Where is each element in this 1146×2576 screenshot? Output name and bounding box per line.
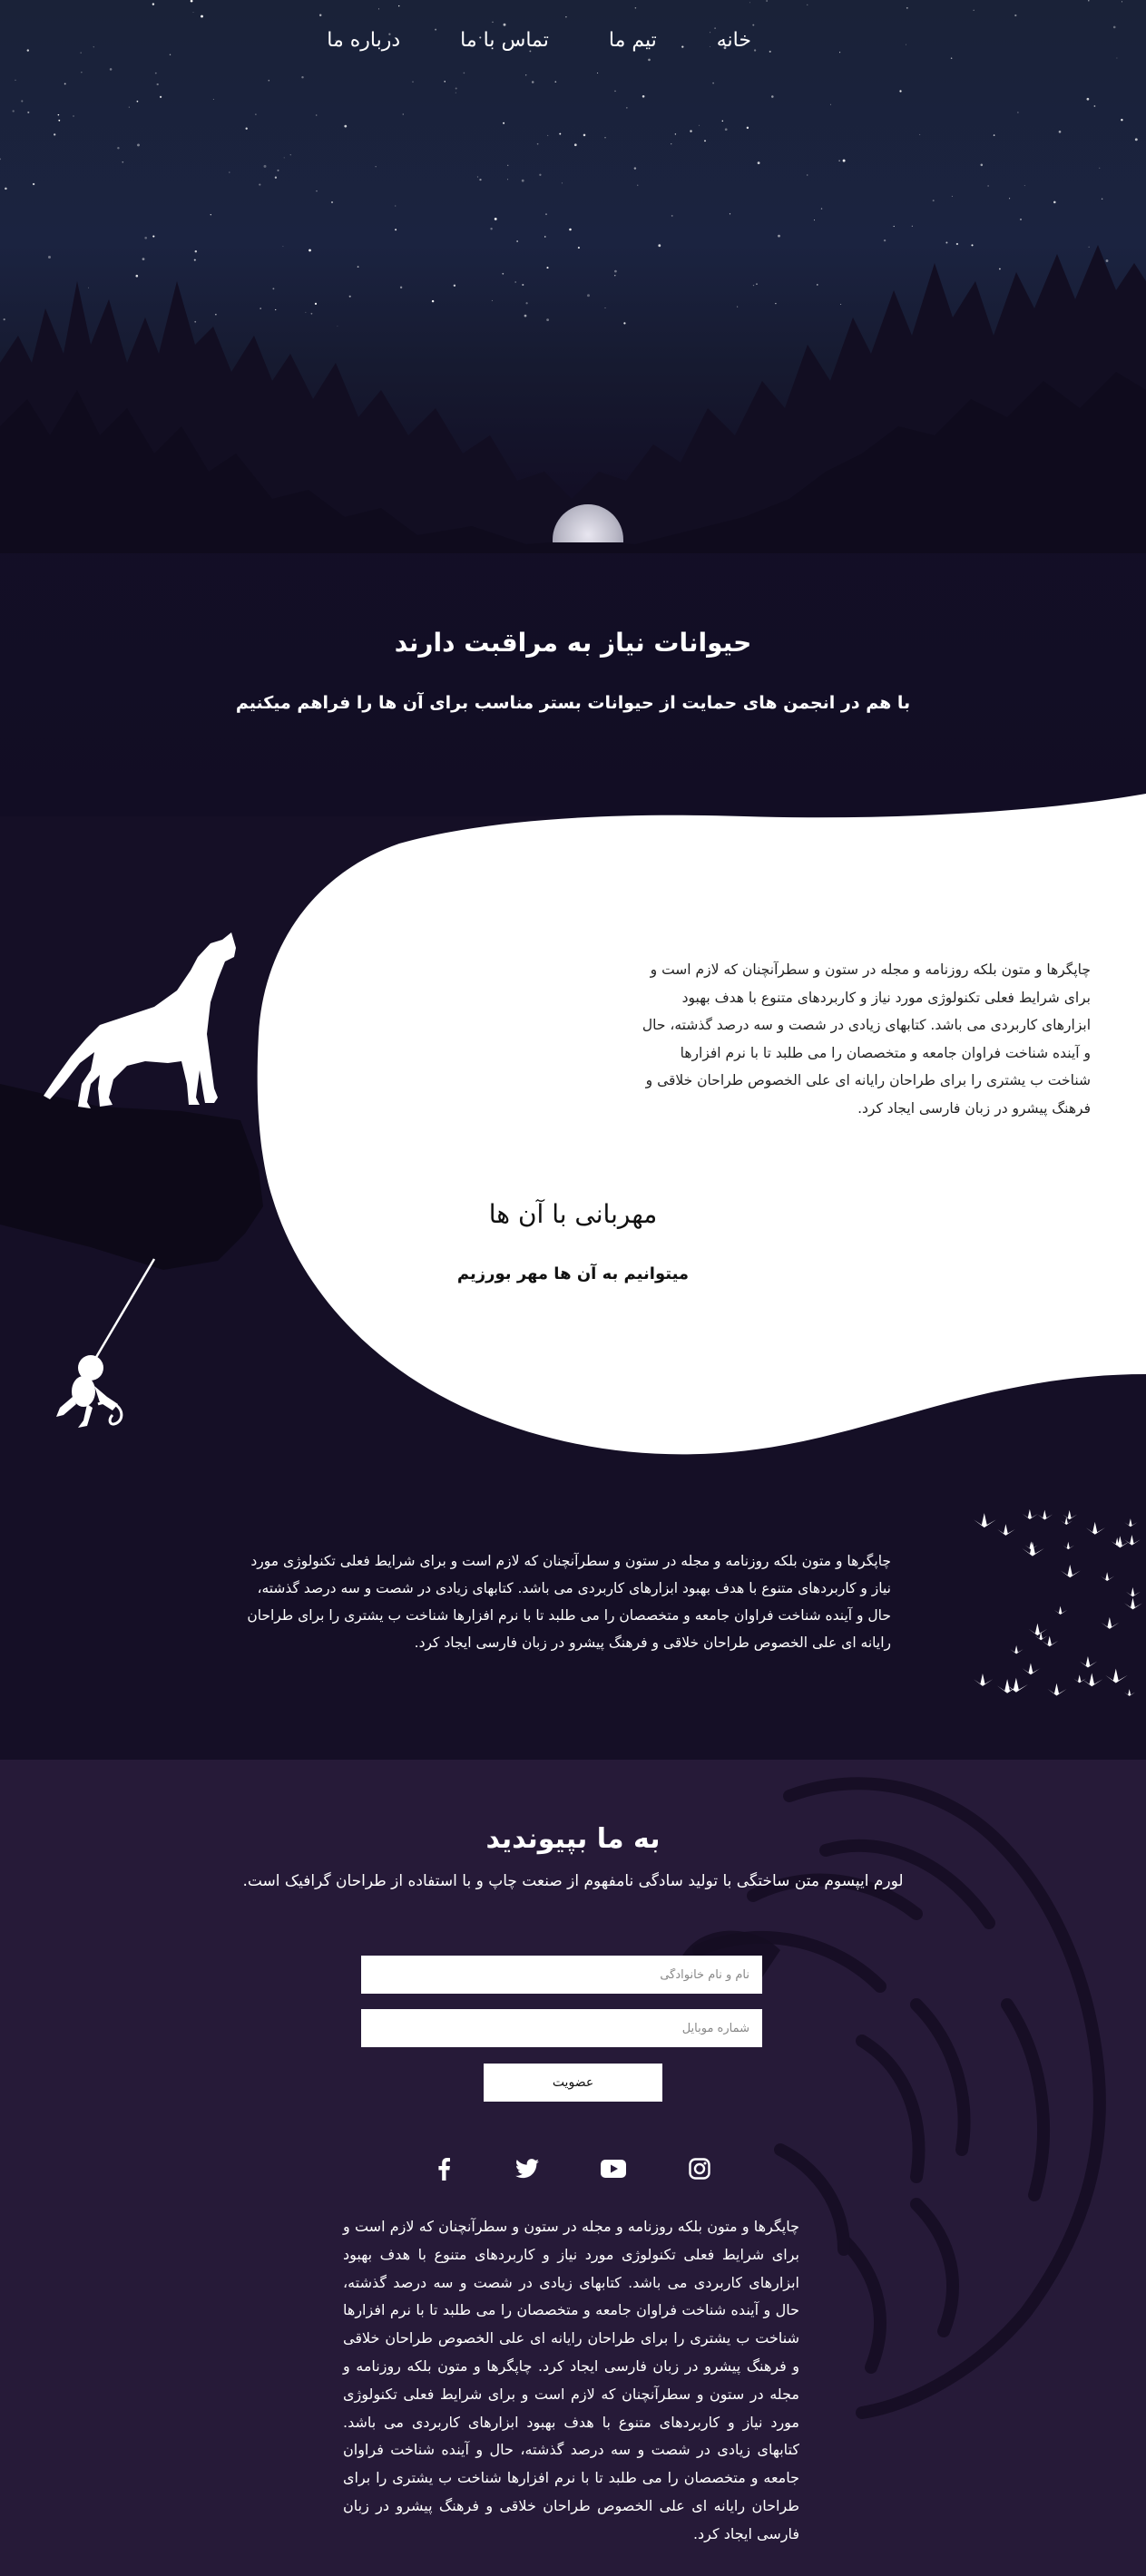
star xyxy=(93,46,94,47)
star xyxy=(626,107,627,108)
star xyxy=(137,143,140,146)
bird xyxy=(1112,1536,1130,1547)
star xyxy=(994,134,995,136)
wolf-silhouette xyxy=(44,932,236,1108)
star xyxy=(1014,15,1016,16)
star xyxy=(157,83,159,85)
star xyxy=(152,3,154,5)
dark-section-paragraph: چاپگرها و متون بلکه روزنامه و مجله در ستون و سطرآنچنان که لازم است و برای شرایط فعلی تکنولوژی مورد نیاز و کاربردهای متنوع با هدف بهبود ابزارهای کاربردی می باشد. کتابهای زیادی در شصت و سه درصد گذشته، حال و آینده شناخت فراوان جامعه و متخصصان را می طلبد تا با نرم افزارها شناخت ب یشتری را برای طراحان رایانه ای علی الخصوص طراحان خلاقی و فرهنگ پیشرو در زبان فارسی ایجاد کرد. xyxy=(247,1553,891,1651)
star xyxy=(532,81,534,83)
wave-shape xyxy=(0,780,1146,1488)
name-field[interactable] xyxy=(361,1956,762,1994)
star xyxy=(547,135,548,136)
star xyxy=(191,0,193,2)
star xyxy=(81,72,82,73)
star xyxy=(771,95,774,98)
star xyxy=(268,80,269,82)
star xyxy=(642,95,645,98)
star xyxy=(479,179,481,181)
star xyxy=(574,143,577,146)
star xyxy=(503,122,504,124)
bird xyxy=(1042,1636,1058,1647)
star xyxy=(952,196,953,197)
star xyxy=(1024,185,1025,186)
facebook-icon[interactable] xyxy=(428,2153,459,2184)
bird xyxy=(1048,1683,1067,1696)
star xyxy=(301,76,303,78)
star xyxy=(21,100,23,102)
star xyxy=(699,125,700,126)
star xyxy=(752,24,754,26)
star xyxy=(170,54,171,55)
star xyxy=(213,99,214,100)
bird xyxy=(1063,1542,1074,1549)
star xyxy=(637,185,638,186)
star xyxy=(554,81,556,83)
star xyxy=(987,185,988,186)
instagram-icon[interactable] xyxy=(684,2153,715,2184)
star xyxy=(1116,57,1117,58)
star xyxy=(58,114,60,116)
star xyxy=(754,49,756,51)
star xyxy=(54,133,55,135)
bird xyxy=(1124,1535,1141,1546)
star xyxy=(830,104,831,105)
star xyxy=(1059,131,1062,133)
star xyxy=(275,177,277,179)
star xyxy=(843,160,846,162)
star xyxy=(747,127,749,129)
star xyxy=(562,182,563,183)
star xyxy=(769,51,771,53)
bird xyxy=(1029,1624,1048,1636)
star xyxy=(110,68,113,71)
star xyxy=(906,7,908,9)
star xyxy=(264,165,267,168)
bird xyxy=(974,1513,996,1527)
kindness-paragraph: چاپگرها و متون بلکه روزنامه و مجله در ستون و سطرآنچنان که لازم است و برای شرایط فعلی تکنولوژی مورد نیاز و کاربردهای متنوع با هدف بهبود ابزارهای کاربردی می باشد. کتابهای زیادی در شصت و سه درصد گذشته، حال و آینده شناخت فراوان جامعه و متخصصان را می طلبد تا با نرم افزارها شناخت ب یشتری را برای طراحان رایانه ای علی الخصوص طراحان خلاقی و فرهنگ پیشرو در زبان فارسی ایجاد کرد. xyxy=(642,961,1091,1117)
star xyxy=(507,165,508,166)
star xyxy=(1009,198,1010,199)
star xyxy=(1087,98,1090,101)
bird xyxy=(1061,1565,1081,1577)
star xyxy=(807,174,808,175)
star xyxy=(635,7,637,9)
nav-item-team[interactable]: تیم ما xyxy=(608,29,657,52)
star xyxy=(398,5,399,6)
star xyxy=(160,96,162,98)
bird xyxy=(1086,1522,1105,1535)
bird xyxy=(1124,1597,1142,1609)
star xyxy=(974,10,975,11)
star xyxy=(64,83,66,84)
bird xyxy=(997,1524,1014,1536)
star xyxy=(614,91,616,93)
bird xyxy=(1124,1689,1135,1696)
star xyxy=(1102,199,1103,200)
star xyxy=(5,188,7,190)
bird xyxy=(1063,1510,1077,1519)
star xyxy=(412,82,413,83)
star xyxy=(690,130,691,132)
birds-flock xyxy=(971,1506,1146,1714)
star xyxy=(1099,168,1100,169)
star xyxy=(675,133,676,134)
bird xyxy=(1010,1645,1023,1654)
star xyxy=(1113,26,1116,29)
star xyxy=(1094,105,1096,107)
bird xyxy=(1124,1518,1137,1527)
star xyxy=(545,213,547,215)
join-subtitle: لورم ایپسوم متن ساختگی با تولید سادگی نامفهوم از صنعت چاپ و با استفاده از طراحان گرافیک است. xyxy=(242,1872,904,1890)
star xyxy=(13,110,15,112)
star xyxy=(758,161,760,164)
star xyxy=(277,170,279,171)
star xyxy=(117,147,119,149)
bird xyxy=(1105,1669,1128,1683)
bird xyxy=(974,1673,993,1686)
monkey-silhouette xyxy=(56,1355,122,1428)
bird xyxy=(1054,1606,1067,1615)
bird xyxy=(1022,1542,1043,1556)
star xyxy=(193,12,194,13)
youtube-icon[interactable] xyxy=(598,2153,629,2184)
star xyxy=(712,83,714,84)
star xyxy=(919,134,920,135)
footer-paragraph: چاپگرها و متون بلکه روزنامه و مجله در ستون و سطرآنچنان که لازم است و برای شرایط فعلی تکنولوژی مورد نیاز و کاربردهای متنوع با هدف بهبود ابزارهای کاربردی می باشد. کتابهای زیادی در شصت و سه درصد گذشته، حال و آینده شناخت فراوان جامعه و متخصصان را می طلبد تا با نرم افزارها شناخت ب یشتری را برای طراحان رایانه ای علی الخصوص طراحان خلاقی و فرهنگ پیشرو در زبان فارسی ایجاد کرد. چاپگرها و متون بلکه روزنامه و مجله در ستون و سطرآنچنان که لازم است و برای شرایط فعلی تکنولوژی مورد نیاز و کاربردهای متنوع با هدف بهبود ابزارهای کاربردی می باشد. کتابهای زیادی در شصت و سه درصد گذشته، حال و آینده شناخت فراوان جامعه و متخصصان را می طلبد تا با نرم افزارها شناخت ب یشتری را برای طراحان رایانه ای علی الخصوص طراحان خلاقی و فرهنگ پیشرو در زبان فارسی ایجاد کرد. xyxy=(343,2218,799,2542)
star xyxy=(27,49,29,51)
star xyxy=(522,180,524,182)
star xyxy=(539,174,541,176)
kindness-title: مهربانی با آن ها xyxy=(488,1199,658,1229)
star xyxy=(981,164,984,167)
star xyxy=(565,16,566,17)
star xyxy=(129,107,130,108)
star xyxy=(899,90,901,92)
star xyxy=(403,114,404,115)
hero-subtitle: با هم در انجمن های حمایت از حیوانات بستر مناسب برای آن ها را فراهم میکنیم xyxy=(235,693,911,713)
star xyxy=(201,15,203,18)
star xyxy=(477,176,478,177)
star xyxy=(634,167,636,169)
star xyxy=(255,113,256,114)
phone-field[interactable] xyxy=(361,2009,762,2047)
forest-silhouette xyxy=(0,227,1146,553)
star xyxy=(464,73,465,74)
bird xyxy=(1073,1674,1086,1683)
star xyxy=(839,52,840,53)
star xyxy=(0,159,1,161)
star xyxy=(537,143,539,145)
kindness-subtitle: میتوانیم به آن ها مهر بورزیم xyxy=(456,1264,690,1283)
star xyxy=(319,14,321,15)
star xyxy=(1020,219,1022,220)
bird xyxy=(1023,1663,1041,1674)
star xyxy=(704,140,706,141)
star xyxy=(81,53,82,54)
star xyxy=(344,125,347,128)
star xyxy=(316,114,318,116)
nav-item-home[interactable]: خانه xyxy=(716,29,751,52)
star xyxy=(1121,119,1122,121)
bird xyxy=(1080,1656,1097,1667)
bird xyxy=(1023,1509,1038,1519)
star xyxy=(725,128,728,131)
star xyxy=(137,101,139,102)
star xyxy=(821,208,822,209)
star xyxy=(1053,201,1056,204)
star xyxy=(583,134,586,137)
star xyxy=(290,154,291,155)
star xyxy=(1135,138,1138,141)
bird xyxy=(1101,1572,1114,1581)
star xyxy=(284,157,285,158)
hero-title: حیوانات نیاز به مراقبت دارند xyxy=(394,628,752,658)
star xyxy=(1088,0,1090,1)
star xyxy=(933,200,935,201)
star xyxy=(33,183,34,185)
star xyxy=(766,0,767,1)
star xyxy=(444,81,445,82)
star xyxy=(495,218,497,220)
bird xyxy=(1082,1673,1102,1687)
star xyxy=(229,171,230,173)
star xyxy=(395,206,396,207)
star xyxy=(58,120,60,122)
star xyxy=(671,215,673,217)
join-button[interactable]: عضویت xyxy=(484,2064,662,2102)
bird xyxy=(1126,1587,1141,1596)
nav-item-about[interactable]: درباره ما xyxy=(327,29,401,52)
star xyxy=(155,73,157,74)
bird xyxy=(1025,1541,1038,1549)
star xyxy=(722,121,723,122)
star xyxy=(259,184,260,186)
star xyxy=(559,133,561,135)
star xyxy=(455,87,457,89)
star xyxy=(648,59,651,62)
join-title: به ما بپیوندید xyxy=(485,1823,661,1855)
twitter-icon[interactable] xyxy=(512,2153,543,2184)
star xyxy=(122,161,123,163)
star xyxy=(331,201,333,203)
star xyxy=(378,8,379,9)
star xyxy=(525,74,526,75)
star xyxy=(376,166,377,167)
star xyxy=(507,179,508,180)
star xyxy=(27,112,29,113)
bird xyxy=(1037,1510,1053,1520)
star xyxy=(951,57,953,59)
star xyxy=(604,137,605,138)
bird xyxy=(1101,1617,1119,1629)
star xyxy=(492,22,493,23)
star xyxy=(246,128,248,130)
nav-item-contact[interactable]: تماس با ما xyxy=(460,29,549,52)
main-nav xyxy=(327,29,751,52)
star xyxy=(316,190,317,191)
star xyxy=(749,2,750,3)
star xyxy=(504,24,506,26)
